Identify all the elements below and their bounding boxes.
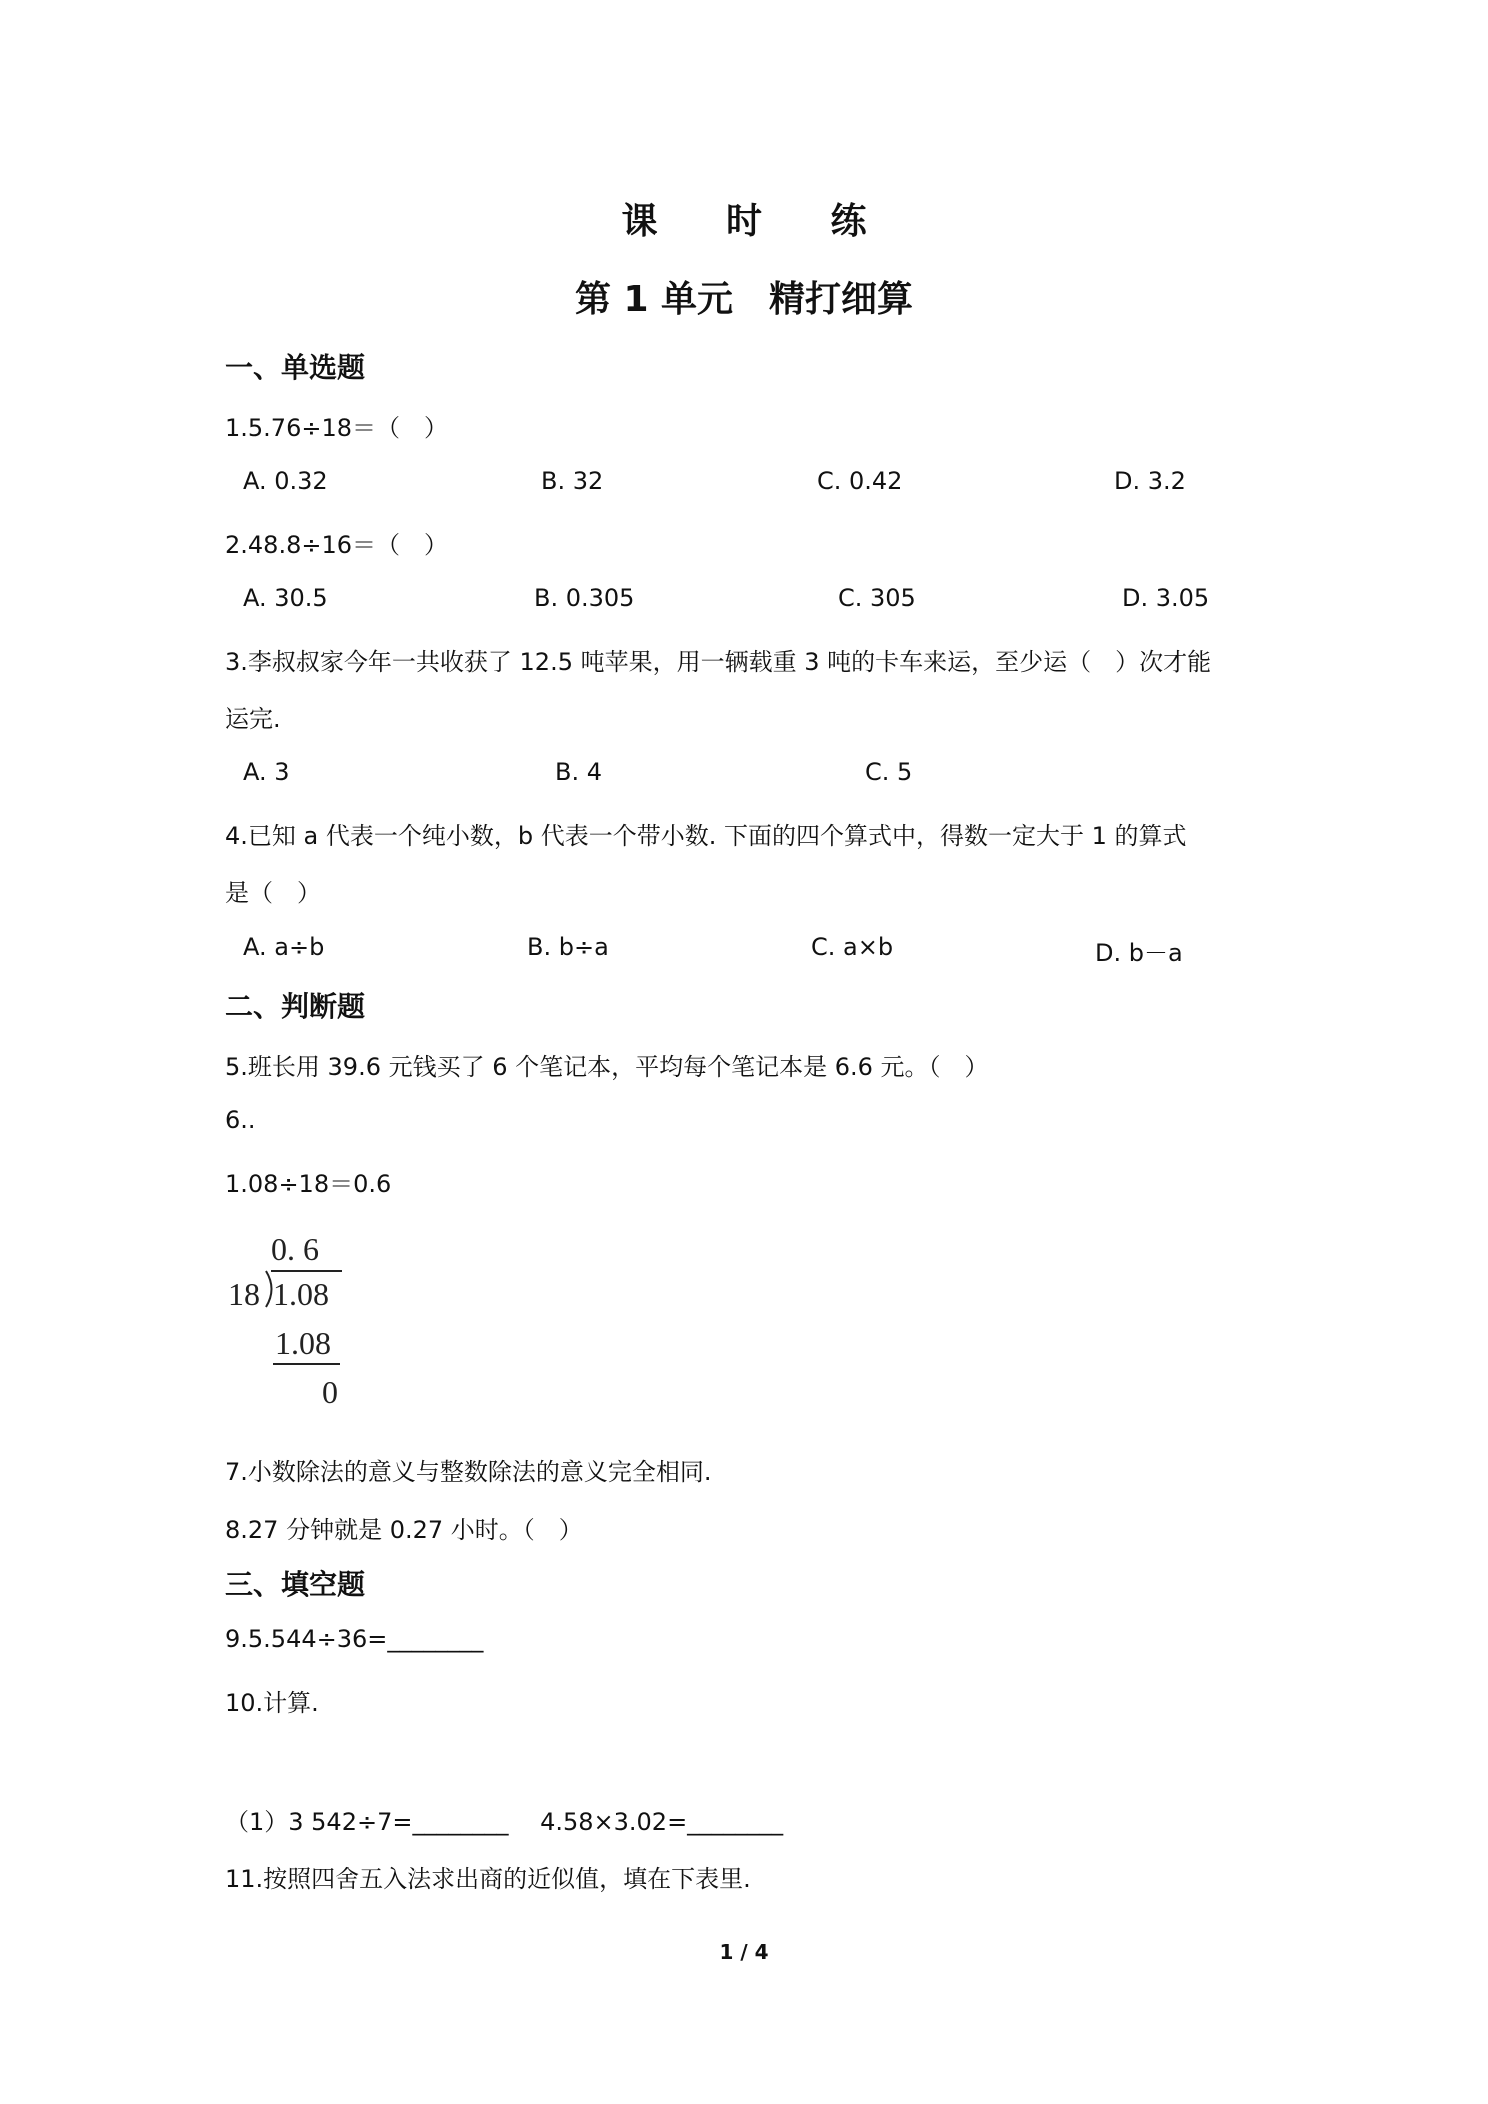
question-6-stem: 6.. <box>225 1106 256 1134</box>
question-4-option-b: B. b÷a <box>527 933 609 961</box>
question-1-option-d: D. 3.2 <box>1114 467 1186 495</box>
question-3-option-b: B. 4 <box>555 758 602 786</box>
long-division-remainder: 0 <box>322 1374 338 1410</box>
question-1-option-c: C. 0.42 <box>817 467 903 495</box>
question-4-option-c: C. a×b <box>811 933 894 961</box>
question-4-option-d: D. b－a <box>1095 939 1183 967</box>
question-7-stem: 7.小数除法的意义与整数除法的意义完全相同. <box>225 1458 712 1486</box>
document-title: 课 时 练 <box>621 201 895 242</box>
question-2-stem: 2.48.8÷16＝（ ） <box>225 531 448 559</box>
section-heading-fill-in: 三、填空题 <box>225 1568 366 1601</box>
long-division-subtract: 1.08 <box>275 1325 331 1361</box>
question-9-stem: 9.5.544÷36=________ <box>225 1625 484 1653</box>
question-2-option-b: B. 0.305 <box>534 584 635 612</box>
section-heading-single-choice: 一、单选题 <box>225 351 366 384</box>
long-division-dividend: 1.08 <box>273 1276 329 1312</box>
question-4-stem-line-2: 是（ ） <box>225 879 321 907</box>
question-1-option-a: A. 0.32 <box>243 467 328 495</box>
question-2-option-a: A. 30.5 <box>243 584 328 612</box>
section-heading-true-false: 二、判断题 <box>225 990 366 1023</box>
question-6-equation: 1.08÷18＝0.6 <box>225 1170 392 1198</box>
question-4-option-a: A. a÷b <box>243 933 325 961</box>
question-3-stem-line-2: 运完. <box>225 705 281 733</box>
question-1-stem: 1.5.76÷18＝（ ） <box>225 414 448 442</box>
document-subtitle: 第 1 单元 精打细算 <box>574 279 914 320</box>
question-1-option-b: B. 32 <box>541 467 604 495</box>
page-number: 1 / 4 <box>719 1940 769 1964</box>
question-10-line: （1）3 542÷7=________ 4.58×3.02=________ <box>225 1808 784 1836</box>
question-3-option-c: C. 5 <box>865 758 913 786</box>
question-5-stem: 5.班长用 39.6 元钱买了 6 个笔记本，平均每个笔记本是 6.6 元。（ ） <box>225 1053 989 1081</box>
division-bracket <box>266 1271 272 1307</box>
question-2-option-c: C. 305 <box>838 584 916 612</box>
question-3-stem-line-1: 3.李叔叔家今年一共收获了 12.5 吨苹果，用一辆载重 3 吨的卡车来运，至少运（ ）次才能 <box>225 648 1212 676</box>
long-division-quotient: 0. 6 <box>271 1231 319 1267</box>
question-2-option-d: D. 3.05 <box>1122 584 1210 612</box>
long-division-figure <box>228 1223 360 1415</box>
question-3-option-a: A. 3 <box>243 758 290 786</box>
question-8-stem: 8.27 分钟就是 0.27 小时。（ ） <box>225 1516 583 1544</box>
question-10-stem: 10.计算. <box>225 1689 319 1717</box>
question-11-stem: 11.按照四舍五入法求出商的近似值，填在下表里. <box>225 1865 751 1893</box>
long-division-divisor: 18 <box>228 1276 260 1312</box>
question-4-stem-line-1: 4.已知 a 代表一个纯小数，b 代表一个带小数. 下面的四个算式中，得数一定大于 1 的算式 <box>225 822 1187 850</box>
